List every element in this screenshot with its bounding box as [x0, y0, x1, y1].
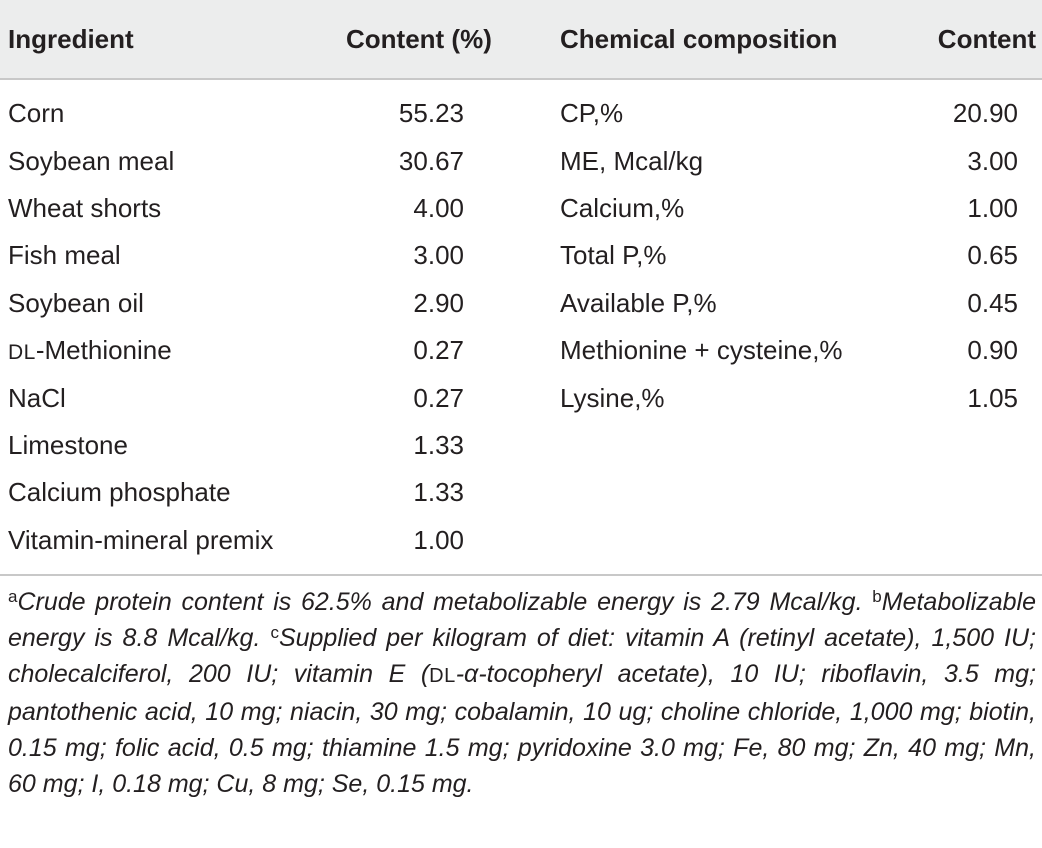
table-row: [0, 327, 1042, 374]
composition-content: 0.90: [967, 335, 1018, 366]
ingredient-content: 4.00: [413, 192, 464, 223]
ingredient-name: [0, 79, 330, 137]
table-row: [0, 422, 1042, 469]
ingredient-name-text: -Methionine: [35, 335, 172, 366]
composition-content: 1.00: [967, 192, 1018, 223]
footnote-c-text-2: -α-tocopheryl acetate), 10 IU; riboflavin, 3.5 mg; pantothenic acid, 10 mg; niacin, 30 mg; cobalamin, 10 ug; choline chloride, 1,000 mg; biotin, 0.15 mg; folic acid, 0.5 mg; thiamine 1.5 mg; pyridoxine 3.0 mg; Fe, 80 mg; Zn, 40 mg; Mn, 60 mg; I, 0.18 mg; Cu, 8 mg; Se, 0.15 mg.: [8, 660, 1036, 798]
ingredient-name: [0, 137, 330, 184]
ingredient-name-text: Fish meal: [8, 240, 121, 271]
composition-name: ME, Mcal/kg: [560, 145, 704, 176]
footnote-c-text-1: Supplied per kilogram of diet: vitamin A (retinyl acetate), 1,500 IU; cholecalciferol, 200 IU; vitamin E (: [8, 624, 1036, 688]
composition-content: [892, 422, 1042, 469]
ingredient-name-text: Calcium phosphate: [8, 477, 231, 508]
table-row: [0, 185, 1042, 232]
footnote-a-marker: a: [8, 587, 18, 606]
ingredient-name: [0, 327, 330, 374]
table-row: [0, 232, 1042, 279]
composition-name: CP,%: [560, 98, 624, 129]
ingredient-name: [0, 185, 330, 232]
footnote-b-text: Metabolizable energy is 8.8 Mcal/kg.: [8, 588, 1037, 652]
ingredient-content: 1.33: [413, 429, 464, 460]
composition-name: Total P,%: [560, 240, 667, 271]
ingredient-name: [0, 374, 330, 421]
ingredient-name-text: Vitamin-mineral premix: [8, 524, 274, 555]
composition-name: Methionine + cysteine,%: [560, 335, 843, 366]
table-bottom-rule: [0, 574, 1042, 576]
ingredient-content: 2.90: [413, 287, 464, 318]
table-row: [0, 79, 1042, 137]
footnote-b-marker: b: [872, 587, 882, 606]
header-content-pct: Content (%): [330, 0, 520, 79]
ingredient-name: [0, 469, 330, 516]
composition-name: Lysine,%: [560, 382, 665, 413]
table-row: [0, 137, 1042, 184]
ingredient-name: [0, 232, 330, 279]
ingredient-content: 0.27: [413, 382, 464, 413]
composition-content: 0.45: [967, 287, 1018, 318]
composition-name: Available P,%: [560, 287, 717, 318]
composition-name: Calcium,%: [560, 192, 685, 223]
composition-name: [520, 517, 892, 574]
ingredient-name: [0, 517, 330, 574]
table-row: [0, 469, 1042, 516]
header-ingredient: Ingredient: [0, 0, 330, 79]
composition-content: 20.90: [952, 98, 1018, 129]
ingredient-content: 30.67: [398, 145, 464, 176]
ingredient-content: 1.33: [413, 477, 464, 508]
ingredient-name-text: Wheat shorts: [8, 192, 162, 223]
composition-name: [520, 469, 892, 516]
table-row: [0, 374, 1042, 421]
footnote-a-text: Crude protein content is 62.5% and metabolizable energy is 2.79 Mcal/kg.: [17, 588, 863, 616]
table-row: [0, 280, 1042, 327]
footnote-c-marker: c: [270, 623, 279, 642]
table-body: [0, 79, 1042, 574]
ingredient-name: [0, 422, 330, 469]
composition-content: 3.00: [967, 145, 1018, 176]
composition-content: 1.05: [967, 382, 1018, 413]
composition-content: [892, 469, 1042, 516]
ingredient-content: 55.23: [398, 98, 464, 129]
ingredient-name-prefix: DL: [8, 341, 36, 365]
ingredient-content: 3.00: [413, 240, 464, 271]
composition-content: [892, 517, 1042, 574]
ingredient-name-text: Soybean oil: [8, 287, 144, 318]
table-header-row: [0, 0, 1042, 79]
ingredient-name-text: Soybean meal: [8, 145, 175, 176]
ingredient-name-text: Corn: [8, 98, 65, 129]
composition-content: 0.65: [967, 240, 1018, 271]
composition-name: [520, 422, 892, 469]
header-content: Content: [892, 0, 1042, 79]
ingredient-name-text: Limestone: [8, 429, 128, 460]
header-chemical-composition: Chemical composition: [520, 0, 892, 79]
ingredient-content: 1.00: [413, 524, 464, 555]
ingredient-content: 0.27: [413, 335, 464, 366]
ingredient-name: [0, 280, 330, 327]
ingredient-name-text: NaCl: [8, 382, 66, 413]
table-footnote: [8, 584, 1036, 802]
table-row: [0, 517, 1042, 574]
footnote-c-smallcaps: DL: [429, 665, 456, 687]
